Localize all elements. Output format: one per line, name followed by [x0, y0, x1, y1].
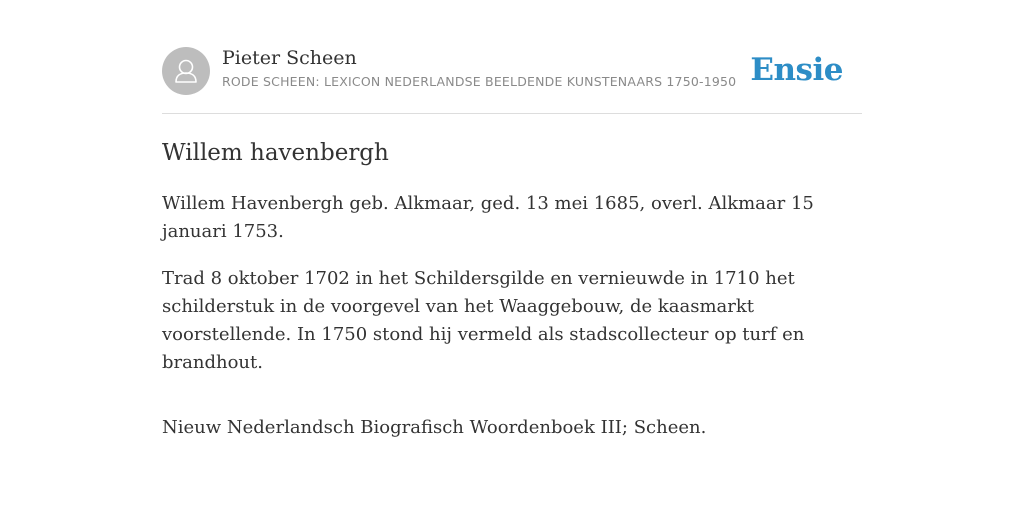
article-body: [162, 190, 862, 461]
author-block: [222, 45, 762, 90]
user-icon: [162, 47, 210, 95]
ensie-logo[interactable]: Ensie: [750, 52, 843, 88]
article-paragraph: Trad 8 oktober 1702 in het Schildersgilde en vernieuwde in 1710 het schilderstuk in de voorgevel van het Waaggebouw, de kaasmarkt voorstellende. In 1750 stond hij vermeld als stadscollecteur op turf en brandhout.: [162, 268, 805, 373]
author-name[interactable]: Pieter Scheen: [222, 47, 357, 69]
article-header: [162, 45, 862, 113]
author-avatar[interactable]: [162, 47, 210, 95]
source-title[interactable]: RODE SCHEEN: LEXICON NEDERLANDSE BEELDENDE KUNSTENAARS 1750-1950: [222, 74, 737, 89]
article-paragraph: Willem Havenbergh geb. Alkmaar, ged. 13 mei 1685, overl. Alkmaar 15 januari 1753.: [162, 193, 814, 242]
article-reference: Nieuw Nederlandsch Biografisch Woordenboek III; Scheen.: [162, 417, 707, 438]
article-title: Willem havenbergh: [162, 140, 389, 166]
article-page: [162, 0, 862, 512]
header-divider: [162, 113, 862, 114]
